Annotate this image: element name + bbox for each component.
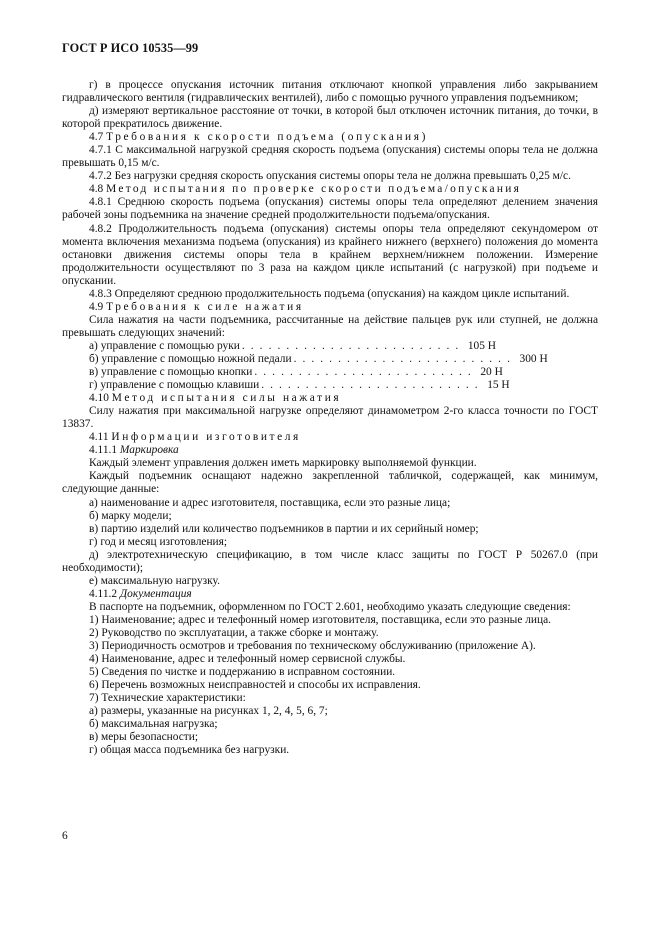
paragraph-4-8-2: 4.8.2 Продолжительность подъема (опускания) системы опоры тела определяют секундомером от момента включения механизма подъема (опускания) из крайнего нижнего (верхнего) положения до момента остановки движения системы опоры тела в крайнем верхнем/нижнем положении. Измерение продолжительности осуществляют по 3 раза на каждом цикле испытаний (с нагрузкой) при подъеме и опускании. <box>62 222 598 287</box>
force-label: б) управление с помощью ножной педали <box>89 352 292 365</box>
section-heading-4-11 <box>62 431 598 444</box>
force-value: 15 Н <box>487 379 510 392</box>
list-item: а) наименование и адрес изготовителя, поставщика, если это разные лица; <box>89 496 451 509</box>
list-item: 6) Перечень возможных неисправностей и способы их исправления. <box>89 679 421 692</box>
force-label: а) управление с помощью руки <box>89 339 240 352</box>
list-item: 2) Руководство по эксплуатации, а также сборке и монтажу. <box>89 626 379 639</box>
force-row <box>62 339 496 353</box>
section-heading-4-8 <box>62 183 598 196</box>
list-item: 1) Наименование; адрес и телефонный номер изготовителя, поставщика, если это разные лица. <box>89 613 552 626</box>
section-number: 4.9 <box>89 300 104 313</box>
list-item: г) общая масса подъемника без нагрузки. <box>89 744 290 757</box>
list-item: 7) Технические характеристики: <box>89 692 246 705</box>
list-item: е) максимальную нагрузку. <box>89 574 220 587</box>
paragraph-4-8-1: 4.8.1 Среднюю скорость подъема (опускания) системы опоры тела определяют делением значения рабочей зоны подъемника на значение средней продолжительности подъема/опускания. <box>62 196 598 222</box>
force-row <box>62 379 510 392</box>
page-number: 6 <box>62 830 68 842</box>
list-item: 4) Наименование, адрес и телефонный номер сервисной службы. <box>89 653 406 666</box>
paragraph-4-11-1-b: Каждый подъемник оснащают надежно закрепленной табличкой, содержащей, как минимум, следующие данные: <box>62 470 598 496</box>
paragraph-4-7-2: 4.7.2 Без нагрузки средняя скорость опускания системы опоры тела не должна превышать 0,25 м/с. <box>89 170 571 183</box>
force-row <box>62 366 503 379</box>
section-number: 4.8 <box>89 183 104 196</box>
section-number: 4.11.1 <box>89 444 118 457</box>
section-title: Требования к скорости подъема (опускания) <box>106 131 428 144</box>
force-value: 20 Н <box>480 366 503 379</box>
section-heading-4-7 <box>62 131 598 144</box>
leader-dots: . . . . . . . . . . . . . . . . . . . . . . . . . <box>293 352 512 365</box>
paragraph-4-10: Силу нажатия при максимальной нагрузке определяют динамометром 2-го класса точности по ГОСТ 13837. <box>62 405 598 431</box>
section-heading-4-11-2 <box>62 588 598 601</box>
leader-dots: . . . . . . . . . . . . . . . . . . . . . . . . . <box>241 339 460 352</box>
paragraph-4-11-1-a: Каждый элемент управления должен иметь маркировку выполняемой функции. <box>89 457 477 470</box>
document-body <box>62 79 598 757</box>
list-item: а) размеры, указанные на рисунках 1, 2, 4, 5, 6, 7; <box>89 705 328 718</box>
paragraph-4-11-2: В паспорте на подъемник, оформленном по ГОСТ 2.601, необходимо указать следующие сведения: <box>89 600 571 613</box>
section-title: Метод испытания по проверке скорости подъема/опускания <box>106 183 522 196</box>
section-title: Информации изготовителя <box>111 431 301 444</box>
section-number: 4.11 <box>89 431 109 444</box>
list-item: д) электротехническую спецификацию, в том числе класс защиты по ГОСТ Р 50267.0 (при необходимости); <box>62 548 598 574</box>
leader-dots: . . . . . . . . . . . . . . . . . . . . . . . . . <box>254 366 473 379</box>
paragraph-item-d: д) измеряют вертикальное расстояние от точки, в которой был отключен источник питания, до точки, в которой прекратилось движение. <box>62 105 598 131</box>
section-heading-4-11-1 <box>62 444 598 457</box>
section-number: 4.10 <box>89 392 109 405</box>
list-item: в) партию изделий или количество подъемников в партии и их серийный номер; <box>89 522 479 535</box>
page-header: ГОСТ Р ИСО 10535—99 <box>62 41 199 55</box>
list-item: б) максимальная нагрузка; <box>89 718 218 731</box>
section-title: Маркировка <box>119 444 179 457</box>
section-title: Требования к силе нажатия <box>106 300 304 313</box>
section-heading-4-10 <box>62 392 598 405</box>
force-label: г) управление с помощью клавиши <box>89 379 260 392</box>
list-item: 3) Периодичность осмотров и требования по техническому обслуживанию (приложение А). <box>89 640 536 653</box>
section-heading-4-9 <box>62 301 598 314</box>
force-value: 300 Н <box>519 352 548 365</box>
leader-dots: . . . . . . . . . . . . . . . . . . . . . . . . . <box>261 379 480 392</box>
force-value: 105 Н <box>467 339 496 352</box>
list-item: б) марку модели; <box>89 509 172 522</box>
section-title: Метод испытания силы нажатия <box>111 392 342 405</box>
paragraph-item-g: г) в процессе опускания источник питания отключают кнопкой управления либо закрыванием гидравлического вентиля (гидравлических вентилей), либо с помощью ручного управления подъемником; <box>62 79 598 105</box>
paragraph-4-8-3: 4.8.3 Определяют среднюю продолжительность подъема (опускания) на каждом цикле испытаний. <box>89 287 570 300</box>
paragraph-4-9: Сила нажатия на части подъемника, рассчитанные на действие пальцев рук или ступней, не должна превышать следующих значений: <box>62 313 598 339</box>
list-item: 5) Сведения по чистке и поддержанию в исправном состоянии. <box>89 666 396 679</box>
list-item: в) меры безопасности; <box>89 731 199 744</box>
force-label: в) управление с помощью кнопки <box>89 366 253 379</box>
force-list <box>62 340 598 392</box>
section-number: 4.11.2 <box>89 587 118 600</box>
paragraph-4-7-1: 4.7.1 С максимальной нагрузкой средняя скорость подъема (опускания) системы опоры тела не должна превышать 0,15 м/с. <box>62 144 598 170</box>
force-row <box>62 352 548 366</box>
section-number: 4.7 <box>89 131 104 144</box>
section-title: Документация <box>119 587 192 600</box>
list-item: г) год и месяц изготовления; <box>89 535 228 548</box>
